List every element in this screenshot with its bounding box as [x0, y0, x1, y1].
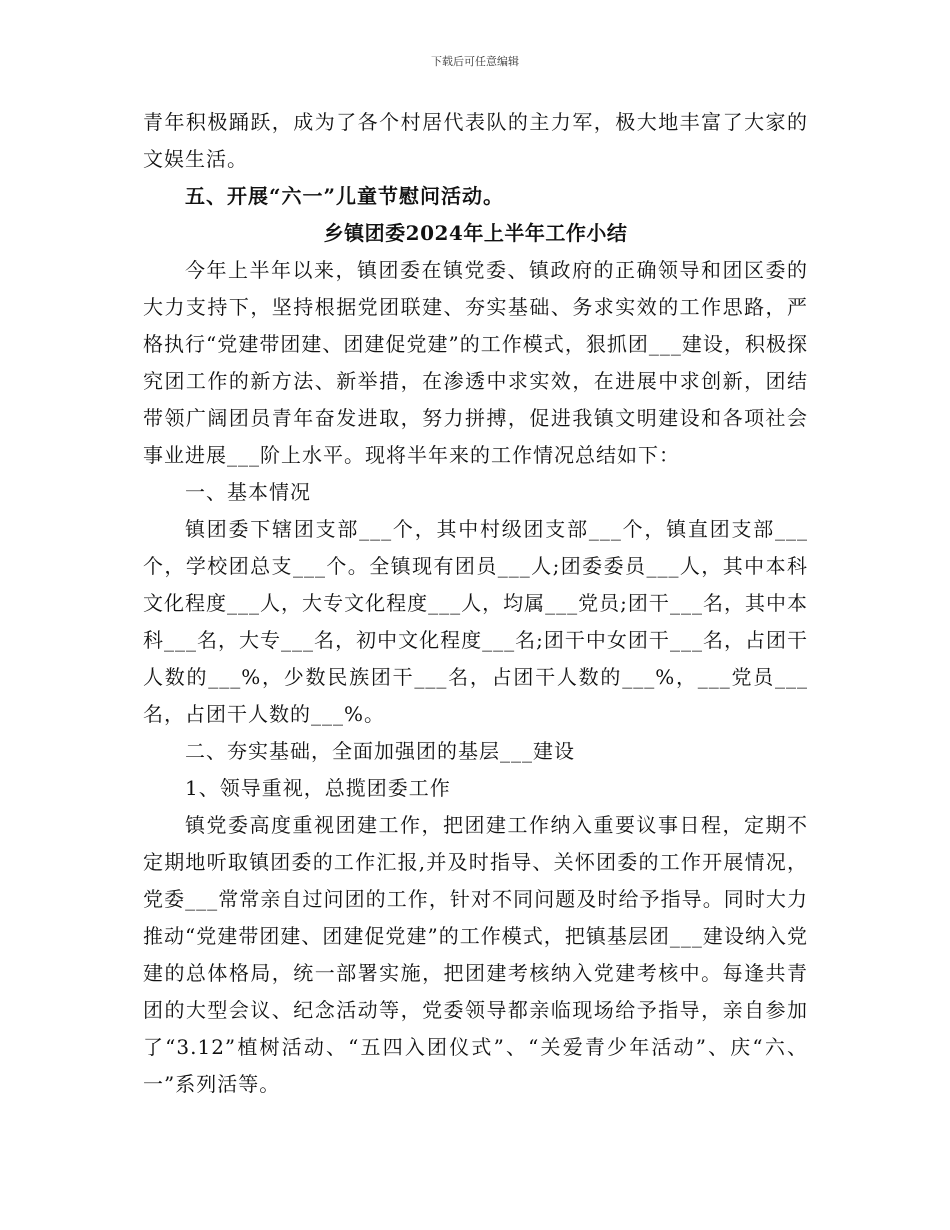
paragraph-leadership: 镇党委高度重视团建工作，把团建工作纳入重要议事日程，定期不定期地听取镇团委的工作汇报,并及时指导、关怀团委的工作开展情况，党委___常常亲自过问团的工作，针对不同问题及时给予指导。同时大力推动“党建带团建、团建促党建”的工作模式，把镇基层团___建设纳入党建的总体格局，统一部署实施，把团建考核纳入党建考核中。每逢共青团的大型会议、纪念活动等，党委领导都亲临现场给予指导，亲自参加了“3.12”植树活动、“五四入团仪式”、“关爱青少年活动”、庆“六、一”系列活等。 [143, 813, 808, 1096]
section-heading-two: 二、夯实基础，全面加强团的基层___建设 [185, 739, 575, 763]
paragraph-intro: 今年上半年以来，镇团委在镇党委、镇政府的正确领导和团区委的大力支持下，坚持根据党团联建、夯实基础、务求实效的工作思路，严格执行“党建带团建、团建促党建”的工作模式，狠抓团___建设，积极探究团工作的新方法、新举措，在渗透中求实效，在进展中求创新，团结带领广阔团员青年奋发进取，努力拼搏，促进我镇文明建设和各项社会事业进展___阶上水平。现将半年来的工作情况总结如下： [143, 258, 808, 467]
section-heading-basic: 一、基本情况 [185, 480, 311, 504]
document-title: 乡镇团委2024年上半年工作小结 [323, 221, 628, 245]
paragraph-continuation: 青年积极踊跃，成为了各个村居代表队的主力军，极大地丰富了大家的文娱生活。 [143, 110, 808, 171]
paragraph-basic-info: 镇团委下辖团支部___个，其中村级团支部___个，镇直团支部___个，学校团总支___个。全镇现有团员___人;团委委员___人，其中本科文化程度___人，大专文化程度___人，均属___党员;团干___名，其中本科___名，大专___名，初中文化程度___名;团干中女团干___名，占团干人数的___%，少数民族团干___名，占团干人数的___%，___党员___名，占团干人数的___%。 [143, 517, 808, 726]
subheading-leadership: 1、领导重视，总揽团委工作 [185, 776, 451, 800]
document-body [143, 104, 808, 1103]
section-heading-five: 五、开展“六一”儿童节慰问活动。 [185, 184, 505, 208]
page-header: 下载后可任意编辑 [431, 55, 519, 68]
